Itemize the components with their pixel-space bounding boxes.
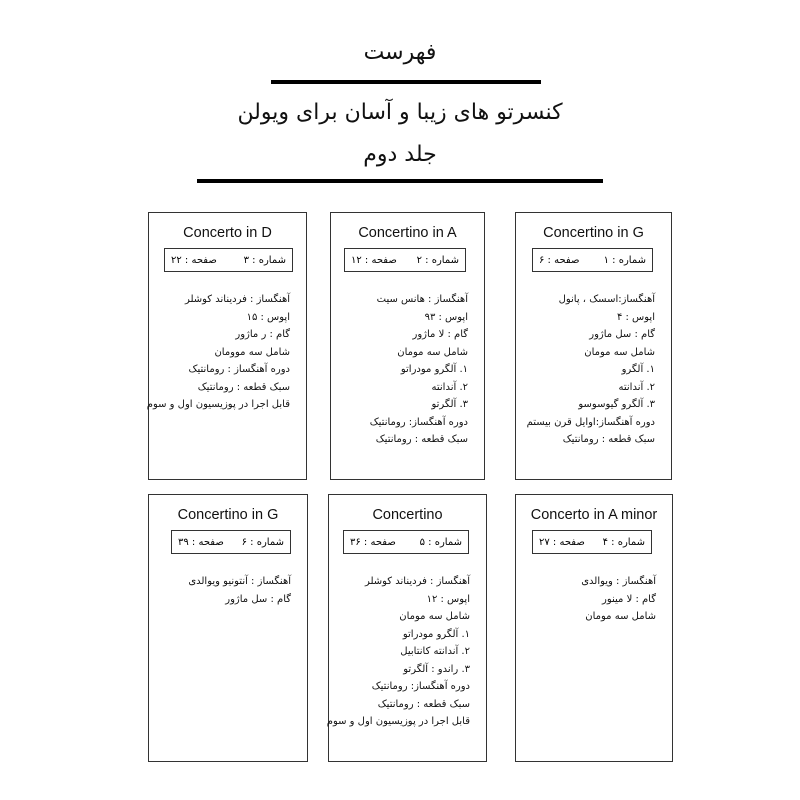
number-page-box <box>171 530 291 554</box>
piece-details <box>153 573 291 608</box>
piece-number: شماره : ۳ <box>243 254 286 266</box>
piece-card-concertino-in-a <box>330 212 485 480</box>
detail-line: گام : سل ماژور <box>589 329 655 340</box>
book-title: کنسرتو های زیبا و آسان برای ویولن <box>237 100 563 125</box>
detail-line: گام : لا ماژور <box>412 329 468 340</box>
piece-number: شماره : ۶ <box>241 536 284 548</box>
detail-line: شامل سه مومان <box>397 346 468 358</box>
detail-line: آهنگساز : فردیناند کوشلر <box>364 576 470 587</box>
piece-card-concerto-in-d <box>148 212 307 480</box>
detail-line: شامل سه مومان <box>399 611 470 622</box>
piece-number: شماره : ۲ <box>416 254 459 266</box>
detail-line: ۲. آندانته <box>431 381 468 393</box>
detail-line: سبک قطعه : رومانتیک <box>197 381 290 393</box>
piece-details <box>146 291 290 414</box>
index-title: فهرست <box>363 40 437 65</box>
detail-line: ۱. آلگرو <box>621 364 655 375</box>
detail-line: دوره آهنگساز: رومانتیک <box>369 416 468 428</box>
volume-label: جلد دوم <box>363 142 437 167</box>
detail-line: سبک قطعه : رومانتیک <box>377 698 470 710</box>
detail-line: ۳. آلگرتو <box>431 399 468 410</box>
piece-name: Concerto in A minor <box>530 507 658 523</box>
number-page-box <box>164 248 293 272</box>
detail-line: دوره آهنگساز:اوایل قرن بیستم <box>526 416 655 428</box>
detail-line: آهنگساز : هانس سیت <box>376 294 468 305</box>
piece-page: صفحه : ۲۷ <box>539 536 585 548</box>
piece-name: Concertino in A <box>358 225 457 241</box>
piece-name: Concertino in G <box>177 507 279 523</box>
section-divider <box>197 179 603 183</box>
piece-card-concerto-in-a-minor <box>515 494 673 762</box>
detail-line: شامل سه مومان <box>584 346 655 358</box>
piece-page: صفحه : ۳۶ <box>350 536 396 548</box>
detail-line: آهنگساز:اسسک ، پانول <box>558 294 655 305</box>
detail-line: گام : سل ماژور <box>225 593 291 605</box>
title-underline <box>271 80 541 84</box>
piece-card-concertino-in-g <box>515 212 672 480</box>
piece-name: Concertino <box>372 507 443 523</box>
piece-name: Concertino in G <box>543 225 644 241</box>
detail-line: اپوس : ۴ <box>616 311 655 323</box>
piece-page: صفحه : ۶ <box>539 254 580 266</box>
number-page-box <box>344 248 466 272</box>
piece-page: صفحه : ۱۲ <box>351 254 397 266</box>
detail-line: ۳. آلگرو گیوسوسو <box>578 399 655 410</box>
detail-line: آهنگساز : ویوالدی <box>581 576 656 587</box>
detail-line: اپوس : ۱۵ <box>246 311 290 323</box>
detail-line: آهنگساز : فردیناند کوشلر <box>184 294 290 305</box>
detail-line: دوره آهنگساز: رومانتیک <box>371 681 470 692</box>
piece-details <box>326 573 470 731</box>
piece-details <box>520 573 656 626</box>
piece-card-concertino <box>328 494 487 762</box>
detail-line: ۳. راندو : آلگرتو <box>403 663 470 675</box>
detail-line: اپوس : ۱۲ <box>426 593 470 605</box>
detail-line: ۲. آندانته کانتابیل <box>400 646 470 657</box>
piece-page: صفحه : ۳۹ <box>178 536 224 548</box>
detail-line: گام : ر ماژور <box>235 329 290 340</box>
detail-line: قابل اجرا در پوزیسیون اول و سوم <box>326 716 470 727</box>
detail-line: دوره آهنگساز : رومانتیک <box>188 364 290 375</box>
detail-line: قابل اجرا در پوزیسیون اول و سوم <box>146 399 290 410</box>
number-page-box <box>343 530 469 554</box>
detail-line: ۱. آلگرو مودراتو <box>400 364 468 375</box>
detail-line: ۲. آندانته <box>618 381 655 393</box>
number-page-box <box>532 248 653 272</box>
piece-card-concertino-in-g-vivaldi <box>148 494 308 762</box>
detail-line: ۱. آلگرو مودراتو <box>402 628 470 640</box>
piece-details <box>335 291 468 449</box>
detail-line: اپوس : ۹۳ <box>424 311 468 323</box>
detail-line: گام : لا مینور <box>602 593 656 605</box>
piece-number: شماره : ۴ <box>602 536 645 548</box>
piece-name: Concerto in D <box>183 225 272 241</box>
detail-line: سبک قطعه : رومانتیک <box>375 434 468 445</box>
detail-line: شامل سه موومان <box>214 346 290 358</box>
detail-line: شامل سه مومان <box>585 611 656 622</box>
number-page-box <box>532 530 652 554</box>
detail-line: سبک قطعه : رومانتیک <box>562 434 655 445</box>
detail-line: آهنگساز : آنتونیو ویوالدی <box>188 576 291 587</box>
piece-page: صفحه : ۲۲ <box>171 254 217 266</box>
piece-details <box>520 291 655 449</box>
piece-number: شماره : ۵ <box>419 536 462 548</box>
piece-number: شماره : ۱ <box>603 254 646 266</box>
